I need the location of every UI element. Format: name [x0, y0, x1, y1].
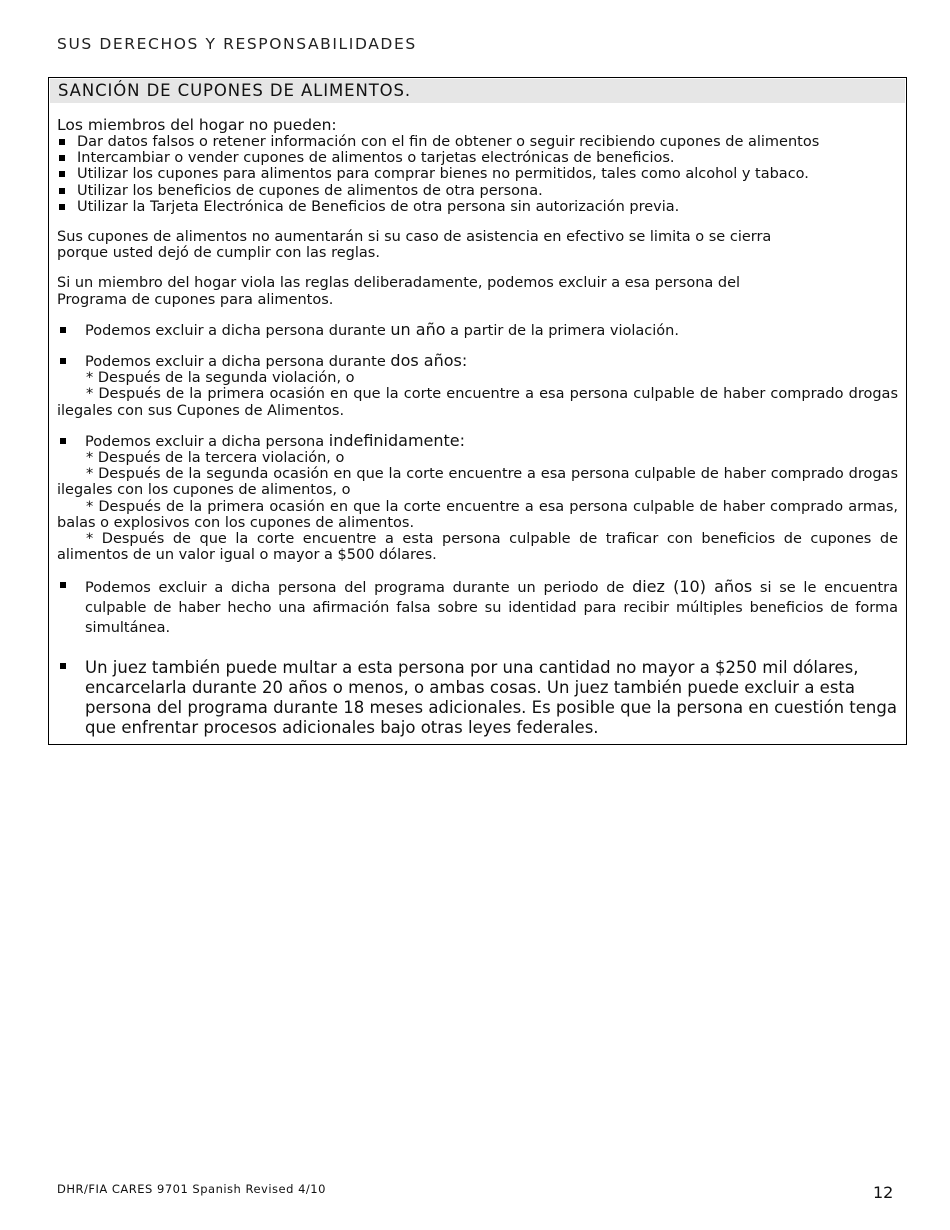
- judge-penalties: Un juez también puede multar a esta persona por una cantidad no mayor a $250 mil dólares, encarcelarla durante 20 años o menos, o ambas cosas. Un juez también puede excluir a esta persona del programa durante 18 meses adicionales. Es posible que la persona en cuestión tenga que enfrentar procesos adicionales bajo otras leyes federales.: [57, 658, 898, 738]
- list-item: Utilizar los cupones para alimentos para comprar bienes no permitidos, tales como alcohol y tabaco.: [57, 166, 898, 182]
- sanction-section: [48, 77, 907, 745]
- condition-item: * Después de la tercera violación, o: [86, 450, 345, 467]
- ten-year-exclusion: Podemos excluir a dicha persona del programa durante un periodo de diez (10) años si se le encuentra culpable de haber hecho una afirmación falsa sobre su identidad para recibir múltiples beneficios de forma simultánea.: [57, 577, 898, 638]
- condition-item: * Después de la primera ocasión en que la corte encuentre a esa persona culpable de haber comprado armas, balas o explosivos con los cupones de alimentos.: [57, 498, 898, 531]
- list-item: Dar datos falsos o retener información con el fin de obtener o seguir recibiendo cupones de alimentos: [57, 134, 898, 150]
- section-title: SANCIÓN DE CUPONES DE ALIMENTOS.: [50, 79, 905, 103]
- page-title: SUS DERECHOS Y RESPONSABILIDADES: [57, 35, 417, 53]
- two-year-exclusion: Podemos excluir a dicha persona durante dos años: * Después de la segunda violación, o * Después de la primera ocasión en que la corte encuentre a esa persona culpable de haber comprado drogas ilegales con sus Cupones de Alimentos.: [57, 351, 898, 419]
- list-item: Intercambiar o vender cupones de alimentos o tarjetas electrónicas de beneficios.: [57, 150, 898, 166]
- cash-assistance-paragraph: Sus cupones de alimentos no aumentarán si su caso de asistencia en efectivo se limita o se cierra porque usted dejó de cumplir con las reglas.: [57, 229, 772, 262]
- prohibitions-intro: Los miembros del hogar no pueden:: [57, 116, 337, 134]
- one-year-exclusion: Podemos excluir a dicha persona durante un año a partir de la primera violación.: [57, 322, 898, 339]
- list-item: Utilizar la Tarjeta Electrónica de Beneficios de otra persona sin autorización previa.: [57, 199, 898, 215]
- indefinite-exclusion: Podemos excluir a dicha persona indefinidamente: * Después de la tercera violación, o * Después de la segunda ocasión en que la corte encuentre a esa persona culpable de haber comprado drogas ilegales con los cupones de alimentos, o * Después de la primera ocasión en que la corte encuentre a esa persona culpable de haber comprado armas, balas o explosivos con los cupones de alimentos. * Después de que la corte encuentre a esta persona culpable de traficar con beneficios de cupones de alimentos de un valor igual o mayor a $500 dólares.: [57, 430, 898, 564]
- prohibitions-list: [57, 134, 898, 215]
- condition-item: * Después de la primera ocasión en que la corte encuentre a esa persona culpable de haber comprado drogas ilegales con sus Cupones de Alimentos.: [57, 386, 898, 419]
- condition-item: * Después de la segunda ocasión en que la corte encuentre a esa persona culpable de haber comprado drogas ilegales con los cupones de alimentos, o: [57, 466, 898, 499]
- page-number: 12: [873, 1183, 894, 1202]
- section-body: [49, 117, 906, 738]
- condition-item: * Después de la segunda violación, o: [86, 370, 355, 387]
- form-code: DHR/FIA CARES 9701 Spanish Revised 4/10: [57, 1182, 326, 1196]
- condition-item: * Después de que la corte encuentre a esta persona culpable de traficar con beneficios de cupones de alimentos de un valor igual o mayor a $500 dólares.: [57, 531, 898, 564]
- list-item: Utilizar los beneficios de cupones de alimentos de otra persona.: [57, 183, 898, 199]
- rules-violation-paragraph: Si un miembro del hogar viola las reglas deliberadamente, podemos excluir a esa persona del Programa de cupones para alimentos.: [57, 275, 741, 308]
